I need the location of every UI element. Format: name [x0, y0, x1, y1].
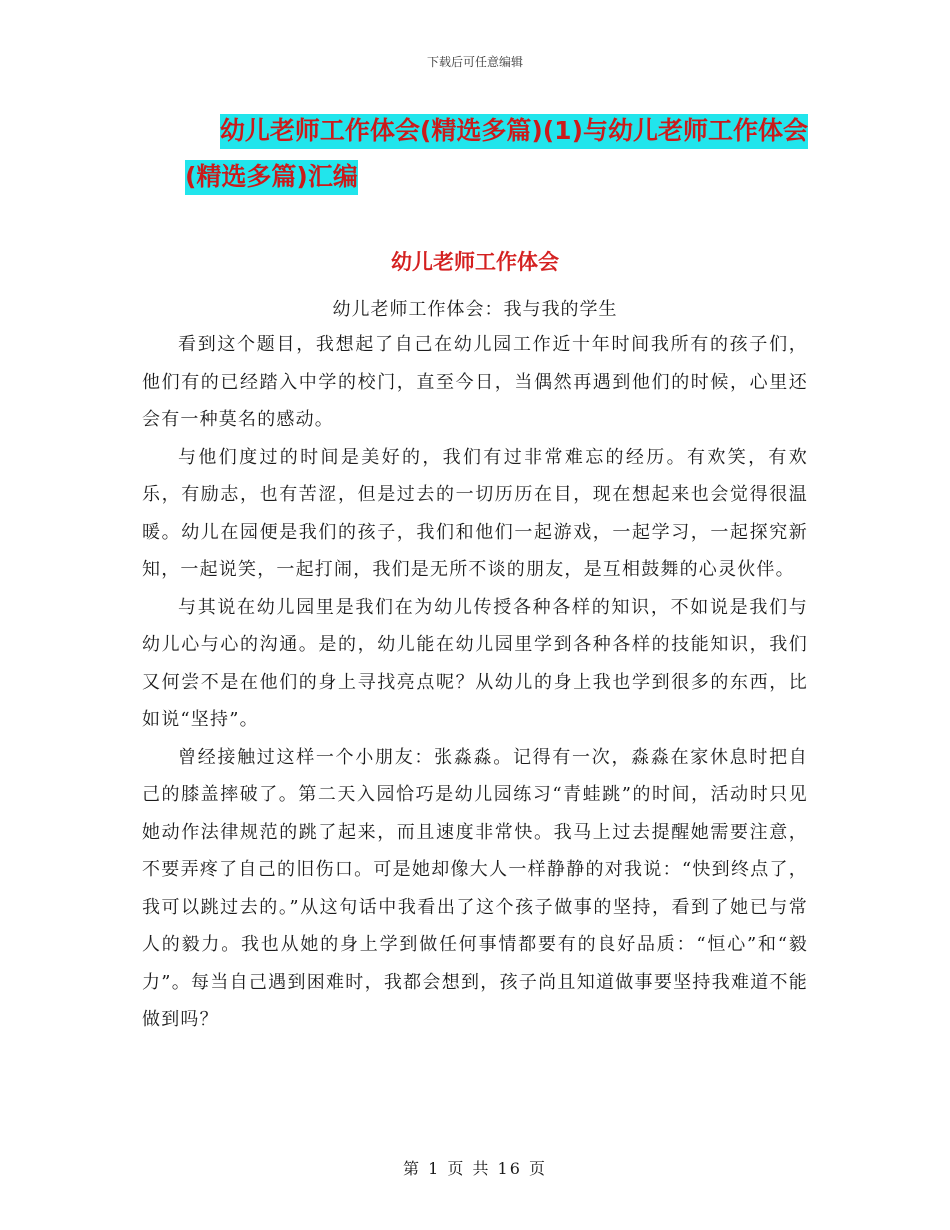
- paragraph: 看到这个题目，我想起了自己在幼儿园工作近十年时间我所有的孩子们，他们有的已经踏入中学的校门，直至今日，当偶然再遇到他们的时候，心里还会有一种莫名的感动。: [142, 334, 808, 430]
- article-body: [142, 326, 808, 1039]
- paragraph: 与他们度过的时间是美好的，我们有过非常难忘的经历。有欢笑，有欢乐，有励志，也有苦涩，但是过去的一切历历在目，现在想起来也会觉得很温暖。幼儿在园便是我们的孩子，我们和他们一起游戏，一起学习，一起探究新知，一起说笑，一起打闹，我们是无所不谈的朋友，是互相鼓舞的心灵伙伴。: [142, 446, 808, 580]
- page-number-footer: 第 1 页 共 16 页: [403, 1159, 547, 1178]
- paragraph: 与其说在幼儿园里是我们在为幼儿传授各种各样的知识，不如说是我们与幼儿心与心的沟通。是的，幼儿能在幼儿园里学到各种各样的技能知识，我们又何尝不是在他们的身上寻找亮点呢？从幼儿的身上我也学到很多的东西，比如说“坚持”。: [142, 596, 808, 730]
- document-title: [140, 108, 840, 200]
- header-note: 下载后可任意编辑: [426, 55, 523, 69]
- section-title: 幼儿老师工作体会: [391, 250, 559, 274]
- paragraph: 曾经接触过这样一个小朋友：张淼淼。记得有一次，淼淼在家休息时把自己的膝盖摔破了。第二天入园恰巧是幼儿园练习“青蛙跳”的时间，活动时只见她动作法律规范的跳了起来，而且速度非常快。我马上过去提醒她需要注意，不要弄疼了自己的旧伤口。可是她却像大人一样静静的对我说：“快到终点了，我可以跳过去的。”从这句话中我看出了这个孩子做事的坚持，看到了她已与常人的毅力。我也从她的身上学到做任何事情都要有的良好品质：“恒心”和“毅力”。每当自己遇到困难时，我都会想到，孩子尚且知道做事要坚持我难道不能做到吗？: [142, 746, 808, 1030]
- document-title-line-2: [140, 154, 840, 200]
- document-title-line-1: [140, 108, 840, 154]
- title-highlight: (精选多篇)汇编: [185, 160, 358, 195]
- article-subtitle: 幼儿老师工作体会：我与我的学生: [332, 299, 618, 320]
- title-highlight: 幼儿老师工作体会(精选多篇)(1)与幼儿老师工作体会: [220, 114, 808, 149]
